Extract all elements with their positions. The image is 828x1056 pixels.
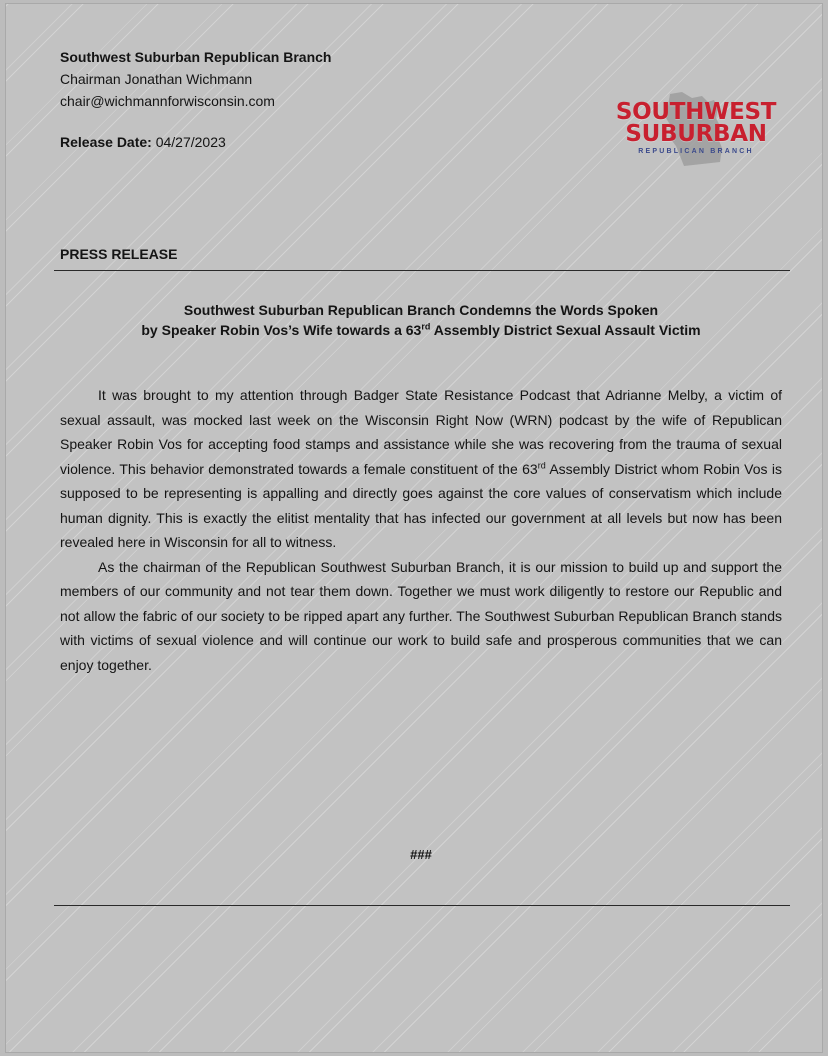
bottom-divider <box>54 905 790 906</box>
top-divider <box>54 270 790 271</box>
headline-ordinal-suffix: rd <box>421 321 431 332</box>
org-name: Southwest Suburban Republican Branch <box>60 49 332 65</box>
headline <box>60 300 782 340</box>
release-date-label: Release Date: <box>60 134 152 150</box>
body-paragraph-1-end: Assembly District whom Robin Vos is supposed to be representing is appalling and directly goes against the core values of conservatism which include human dignity. This is exactly the elitist mentality that has infected our government at all levels but now has been revealed here in Wisconsin for all to witness. <box>60 460 783 550</box>
body-paragraph-1 <box>60 383 782 555</box>
logo-text-republican-branch: REPUBLICAN BRANCH <box>638 148 754 155</box>
body-paragraph-2: As the chairman of the Republican Southwest Suburban Branch, it is our mission to build up and support the members of our community and not tear them down. Together we must work diligently to restore our Republic and not allow the fabric of our society to be ripped apart any further. The Southwest Suburban Republican Branch stands with victims of sexual violence and will continue our work to build safe and prosperous communities that we can enjoy together. <box>60 558 782 673</box>
end-mark: ### <box>410 847 432 862</box>
chairman-name: Chairman Jonathan Wichmann <box>60 71 253 87</box>
release-date-row <box>60 131 331 153</box>
headline-line-2 <box>60 320 782 340</box>
release-body <box>60 383 782 677</box>
branch-logo <box>602 88 790 174</box>
headline-line-1: Southwest Suburban Republican Branch Condemns the Words Spoken <box>183 302 659 318</box>
headline-line-2-start: by Speaker Robin Vos’s Wife towards a 63 <box>141 322 422 338</box>
press-release-label: PRESS RELEASE <box>60 246 178 262</box>
contact-email: chair@wichmannforwisconsin.com <box>60 93 275 109</box>
logo-text-southwest: SOUTHWEST <box>615 99 777 125</box>
press-release-page <box>6 4 822 1052</box>
logo-text-suburban: SUBURBAN <box>625 121 767 147</box>
headline-line-2-end: Assembly District Sexual Assault Victim <box>430 322 701 338</box>
sender-info <box>60 46 331 153</box>
release-date-value: 04/27/2023 <box>155 134 226 150</box>
body-ordinal-suffix: rd <box>537 459 546 470</box>
body-paragraph-1-start: It was brought to my attention through Badger State Resistance Podcast that Adrianne Melby, a victim of sexual assault, was mocked last week on the Wisconsin Right Now (WRN) podcast by the wife of Republican Speaker Robin Vos for accepting food stamps and assistance while she was recovering from the trauma of sexual violence. This behavior demonstrated towards a female constituent of the 63 <box>60 387 782 477</box>
